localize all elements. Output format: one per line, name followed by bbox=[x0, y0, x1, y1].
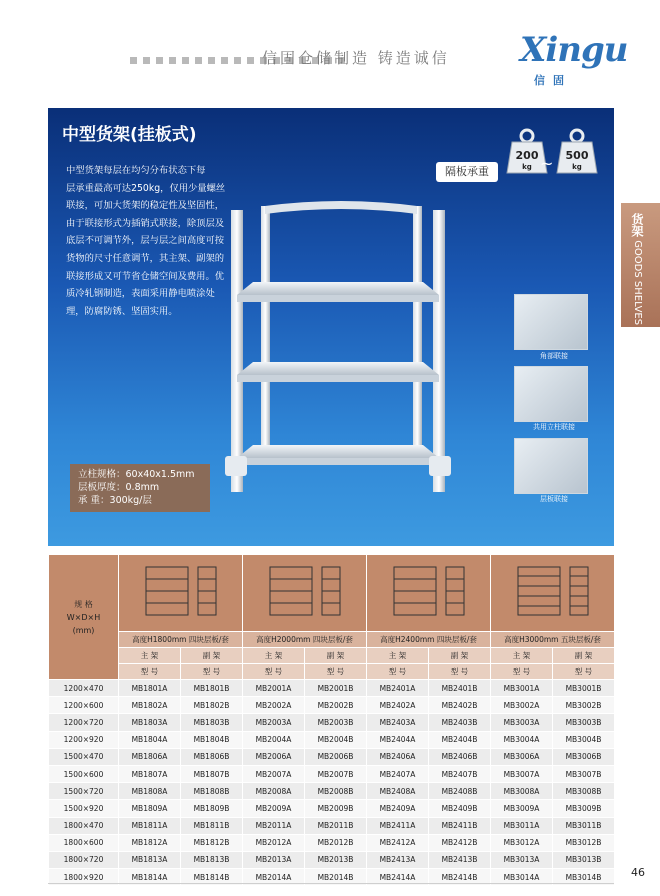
model-cell: MB3011A bbox=[491, 817, 553, 834]
spec-line: 层板厚度：0.8mm bbox=[78, 482, 160, 493]
spec-line: 承 重：300kg/层 bbox=[78, 495, 152, 506]
model-cell: MB2401B bbox=[429, 680, 491, 697]
model-cell: MB3009B bbox=[553, 800, 615, 817]
table-row bbox=[49, 680, 615, 697]
model-cell: MB3011B bbox=[553, 817, 615, 834]
model-cell: MB1801B bbox=[181, 680, 243, 697]
rack-diagram-cell bbox=[491, 555, 615, 632]
description-line: 联接，可加大货架的稳定性及坚固性， bbox=[66, 200, 225, 212]
model-cell: MB1801A bbox=[119, 680, 181, 697]
model-cell: MB2008B bbox=[305, 783, 367, 800]
col-main: 主 架 bbox=[491, 648, 553, 664]
model-cell: MB3001B bbox=[553, 680, 615, 697]
col-sub: 副 架 bbox=[429, 648, 491, 664]
size-cell: 1500×720 bbox=[49, 783, 119, 800]
model-cell: MB2006B bbox=[305, 748, 367, 765]
detail-photo-deck bbox=[514, 438, 588, 494]
model-cell: MB3004A bbox=[491, 731, 553, 748]
group-title: 高度H2400mm 四块层板/套 bbox=[367, 632, 491, 648]
model-cell: MB3006B bbox=[553, 748, 615, 765]
col-model: 型 号 bbox=[367, 664, 429, 680]
model-cell: MB2406B bbox=[429, 748, 491, 765]
table-row bbox=[49, 783, 615, 800]
model-cell: MB3003A bbox=[491, 714, 553, 731]
model-cell: MB2413A bbox=[367, 851, 429, 868]
model-cell: MB2404B bbox=[429, 731, 491, 748]
model-cell: MB1814A bbox=[119, 869, 181, 886]
col-main: 主 架 bbox=[367, 648, 429, 664]
model-cell: MB2409B bbox=[429, 800, 491, 817]
model-cell: MB3013B bbox=[553, 851, 615, 868]
size-cell: 1500×470 bbox=[49, 748, 119, 765]
model-cell: MB2414A bbox=[367, 869, 429, 886]
description-line: 层承重最高可达250kg，仅用少量螺丝 bbox=[66, 182, 226, 194]
col-model: 型 号 bbox=[119, 664, 181, 680]
table-row bbox=[49, 697, 615, 714]
model-cell: MB1804B bbox=[181, 731, 243, 748]
model-cell: MB2401A bbox=[367, 680, 429, 697]
model-cell: MB1809B bbox=[181, 800, 243, 817]
model-cell: MB1802B bbox=[181, 697, 243, 714]
col-model: 型 号 bbox=[181, 664, 243, 680]
model-cell: MB3007B bbox=[553, 765, 615, 782]
rack-diagram bbox=[498, 561, 608, 623]
rack-diagram bbox=[250, 561, 360, 623]
model-cell: MB2414B bbox=[429, 869, 491, 886]
model-cell: MB2407A bbox=[367, 765, 429, 782]
group-title: 高度H2000mm 四块层板/套 bbox=[243, 632, 367, 648]
model-cell: MB2013B bbox=[305, 851, 367, 868]
model-cell: MB2409A bbox=[367, 800, 429, 817]
spec-box bbox=[70, 464, 210, 512]
col-model: 型 号 bbox=[243, 664, 305, 680]
model-cell: MB3006A bbox=[491, 748, 553, 765]
description-line: 货物的尺寸任意调节，其主架、副架的 bbox=[66, 252, 225, 264]
group-title: 高度H1800mm 四块层板/套 bbox=[119, 632, 243, 648]
model-cell: MB3003B bbox=[553, 714, 615, 731]
rack-diagram bbox=[374, 561, 484, 623]
model-cell: MB2413B bbox=[429, 851, 491, 868]
group-title: 高度H3000mm 五块层板/套 bbox=[491, 632, 615, 648]
product-hero bbox=[48, 108, 614, 546]
size-cell: 1200×470 bbox=[49, 680, 119, 697]
model-cell: MB1807A bbox=[119, 765, 181, 782]
size-cell: 1200×920 bbox=[49, 731, 119, 748]
description-line: 中型货架每层在均匀分布状态下每 bbox=[66, 165, 206, 176]
model-cell: MB2402B bbox=[429, 697, 491, 714]
model-cell: MB2011A bbox=[243, 817, 305, 834]
spec-label: W×D×H bbox=[66, 612, 101, 622]
size-cell: 1200×600 bbox=[49, 697, 119, 714]
size-cell: 1800×720 bbox=[49, 851, 119, 868]
col-model: 型 号 bbox=[429, 664, 491, 680]
rack-diagram bbox=[126, 561, 236, 623]
model-cell: MB1813A bbox=[119, 851, 181, 868]
size-cell: 1800×920 bbox=[49, 869, 119, 886]
model-cell: MB3008B bbox=[553, 783, 615, 800]
section-side-tab bbox=[621, 203, 660, 327]
size-cell: 1500×920 bbox=[49, 800, 119, 817]
model-cell: MB2002A bbox=[243, 697, 305, 714]
description-line: 质冷轧钢制造，表面采用静电喷涂处 bbox=[66, 288, 215, 300]
detail-photo-corner bbox=[514, 294, 588, 350]
col-sub: 副 架 bbox=[305, 648, 367, 664]
table-row bbox=[49, 834, 615, 851]
model-cell: MB2001B bbox=[305, 680, 367, 697]
model-cell: MB2408A bbox=[367, 783, 429, 800]
model-cell: MB3014A bbox=[491, 869, 553, 886]
model-cell: MB2001A bbox=[243, 680, 305, 697]
model-cell: MB3001A bbox=[491, 680, 553, 697]
size-cell: 1200×720 bbox=[49, 714, 119, 731]
model-cell: MB2403A bbox=[367, 714, 429, 731]
col-main: 主 架 bbox=[119, 648, 181, 664]
model-cell: MB1804A bbox=[119, 731, 181, 748]
model-cell: MB3012B bbox=[553, 834, 615, 851]
table-row bbox=[49, 748, 615, 765]
model-cell: MB1806A bbox=[119, 748, 181, 765]
model-cell: MB1807B bbox=[181, 765, 243, 782]
table-row bbox=[49, 800, 615, 817]
weight-min-unit: kg bbox=[522, 163, 532, 171]
description-line: 底层不可调节外，层与层之间高度可按 bbox=[66, 235, 225, 247]
model-cell: MB1803B bbox=[181, 714, 243, 731]
model-cell: MB2008A bbox=[243, 783, 305, 800]
table-row bbox=[49, 851, 615, 868]
model-cell: MB2013A bbox=[243, 851, 305, 868]
model-cell: MB2007B bbox=[305, 765, 367, 782]
model-cell: MB1813B bbox=[181, 851, 243, 868]
table-row bbox=[49, 817, 615, 834]
weight-icon-max bbox=[556, 128, 598, 174]
rack-diagram-cell bbox=[367, 555, 491, 632]
model-cell: MB2408B bbox=[429, 783, 491, 800]
side-tab-en: GOODS SHELVES bbox=[632, 240, 643, 326]
weight-max-value: 500 bbox=[565, 149, 589, 162]
col-sub: 副 架 bbox=[181, 648, 243, 664]
thumb-caption: 层板联接 bbox=[540, 495, 568, 503]
model-cell: MB2411A bbox=[367, 817, 429, 834]
col-main: 主 架 bbox=[243, 648, 305, 664]
model-cell: MB2006A bbox=[243, 748, 305, 765]
model-cell: MB1814B bbox=[181, 869, 243, 886]
slogan: 信固仓储制造 铸造诚信 bbox=[262, 49, 450, 67]
model-cell: MB2012A bbox=[243, 834, 305, 851]
model-cell: MB1803A bbox=[119, 714, 181, 731]
model-cell: MB2003A bbox=[243, 714, 305, 731]
model-cell: MB2004A bbox=[243, 731, 305, 748]
model-cell: MB2402A bbox=[367, 697, 429, 714]
model-cell: MB2011B bbox=[305, 817, 367, 834]
table-row bbox=[49, 765, 615, 782]
model-cell: MB2014B bbox=[305, 869, 367, 886]
spec-header-cell bbox=[49, 555, 119, 680]
model-cell: MB2412A bbox=[367, 834, 429, 851]
col-model: 型 号 bbox=[305, 664, 367, 680]
model-cell: MB3012A bbox=[491, 834, 553, 851]
rack-diagram-cell bbox=[243, 555, 367, 632]
spec-label: (mm) bbox=[72, 625, 95, 635]
model-cell: MB3013A bbox=[491, 851, 553, 868]
model-cell: MB2009A bbox=[243, 800, 305, 817]
product-title: 中型货架(挂板式) bbox=[62, 125, 197, 145]
model-cell: MB3009A bbox=[491, 800, 553, 817]
footer-rule bbox=[48, 883, 614, 884]
model-cell: MB1811A bbox=[119, 817, 181, 834]
company-logo bbox=[520, 30, 630, 90]
size-cell: 1800×600 bbox=[49, 834, 119, 851]
model-cell: MB1812A bbox=[119, 834, 181, 851]
weight-max-unit: kg bbox=[572, 163, 582, 171]
model-cell: MB2004B bbox=[305, 731, 367, 748]
model-cell: MB3002B bbox=[553, 697, 615, 714]
model-cell: MB2002B bbox=[305, 697, 367, 714]
model-cell: MB2404A bbox=[367, 731, 429, 748]
table-row bbox=[49, 714, 615, 731]
model-cell: MB3008A bbox=[491, 783, 553, 800]
model-cell: MB1806B bbox=[181, 748, 243, 765]
shelf-illustration bbox=[223, 200, 473, 500]
col-model: 型 号 bbox=[553, 664, 615, 680]
col-sub: 副 架 bbox=[553, 648, 615, 664]
model-cell: MB3004B bbox=[553, 731, 615, 748]
range-tilde: ~ bbox=[540, 154, 554, 173]
table-row bbox=[49, 731, 615, 748]
model-cell: MB2009B bbox=[305, 800, 367, 817]
description-line: 理，防腐防锈、坚固实用。 bbox=[66, 305, 178, 317]
thumb-caption: 角部联接 bbox=[540, 352, 568, 360]
model-cell: MB2407B bbox=[429, 765, 491, 782]
model-cell: MB2007A bbox=[243, 765, 305, 782]
model-cell: MB3007A bbox=[491, 765, 553, 782]
model-cell: MB2403B bbox=[429, 714, 491, 731]
page-number: 46 bbox=[631, 866, 645, 879]
detail-photo-shared-post bbox=[514, 366, 588, 422]
model-cell: MB1811B bbox=[181, 817, 243, 834]
description-line: 由于联接形式为插销式联接，除顶层及 bbox=[66, 217, 225, 229]
model-cell: MB3002A bbox=[491, 697, 553, 714]
model-cell: MB1808A bbox=[119, 783, 181, 800]
rack-diagram-cell bbox=[119, 555, 243, 632]
model-table bbox=[48, 554, 615, 886]
model-cell: MB2014A bbox=[243, 869, 305, 886]
side-tab-zh: 货架 bbox=[630, 213, 644, 237]
load-label: 隔板承重 bbox=[436, 162, 498, 182]
model-cell: MB2406A bbox=[367, 748, 429, 765]
model-cell: MB1802A bbox=[119, 697, 181, 714]
logo-subtext: 信固 bbox=[534, 74, 572, 87]
spec-line: 立柱规格：60x40x1.5mm bbox=[78, 469, 195, 480]
model-cell: MB3014B bbox=[553, 869, 615, 886]
model-cell: MB1812B bbox=[181, 834, 243, 851]
size-cell: 1800×470 bbox=[49, 817, 119, 834]
model-cell: MB2012B bbox=[305, 834, 367, 851]
thumb-caption: 共用立柱联接 bbox=[533, 423, 575, 431]
col-model: 型 号 bbox=[491, 664, 553, 680]
model-cell: MB2003B bbox=[305, 714, 367, 731]
size-cell: 1500×600 bbox=[49, 765, 119, 782]
model-cell: MB2411B bbox=[429, 817, 491, 834]
model-cell: MB1808B bbox=[181, 783, 243, 800]
spec-label: 规 格 bbox=[74, 599, 93, 609]
model-cell: MB1809A bbox=[119, 800, 181, 817]
weight-min-value: 200 bbox=[515, 149, 539, 162]
logo-wordmark: Xingu bbox=[520, 30, 628, 70]
description-line: 联接形成又可节省仓储空间及费用。优 bbox=[66, 270, 225, 282]
model-cell: MB2412B bbox=[429, 834, 491, 851]
